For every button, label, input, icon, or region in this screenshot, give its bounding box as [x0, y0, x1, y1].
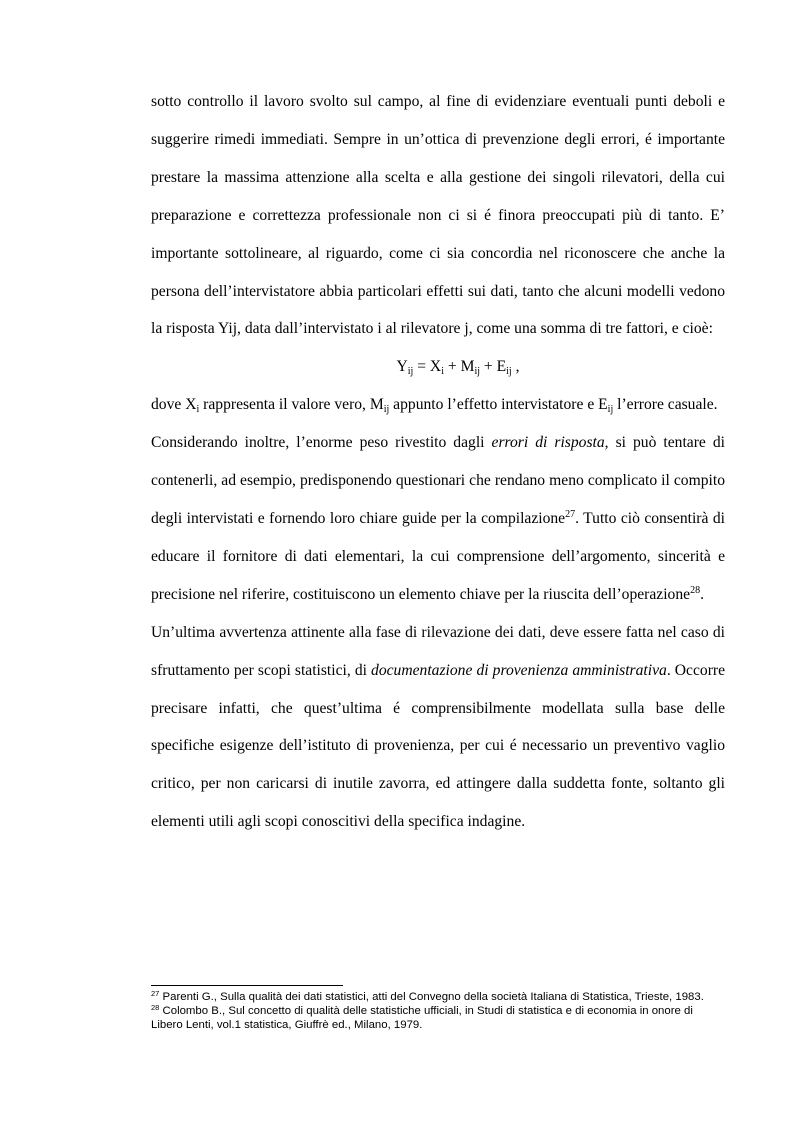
paragraph-3: Considerando inoltre, l’enorme peso rivestito dagli errori di risposta, si può tentare di contenerli, ad esempio, predisponendo questionari che rendano meno complicato il compito degli intervistati e fornendo loro chiare guide per la compilazione$^{27}$. Tutto ciò consentirà di educare il fornitore di dati elementari, la cui comprensione dell’argomento, sincerità e precisione nel riferire, costituiscono un elemento chiave per la riuscita dell’operazione$^{28}$.	[151, 434, 725, 603]
paragraph-1: sotto controllo il lavoro svolto sul campo, al fine di evidenziare eventuali punti deboli e suggerire rimedi immediati. Sempre in un’ottica di prevenzione degli errori, é importante prestare la massima attenzione alla scelta e alla gestione dei singoli rilevatori, della cui preparazione e correttezza professionale non ci si é finora preoccupati più di tanto. E’ importante sottolineare, al riguardo, come ci sia concordia nel riconoscere che anche la persona dell’intervistatore abbia particolari effetti sui dati, tanto che alcuni modelli vedono la risposta Yij, data dall’intervistato i al rilevatore j, come una somma di tre fattori, e cioè:	[151, 93, 725, 338]
footnote-27: $^{27}$ Parenti G., Sulla qualità dei dati statistici, atti del Convegno della società Italiana di Statistica, Trieste, 1983.	[151, 989, 704, 1003]
body-text	[151, 83, 725, 841]
footnote-28: $^{28}$ Colombo B., Sul concetto di qualità delle statistiche ufficiali, in Studi di statistica e di economia in onore di Libero Lenti, vol.1 statistica, Giuffrè ed., Milano, 1979.	[151, 1002, 693, 1031]
paragraph-4: Un’ultima avvertenza attinente alla fase di rilevazione dei dati, deve essere fatta nel caso di sfruttamento per scopi statistici, di documentazione di provenienza amministrativa. Occorre precisare infatti, che quest’ultima é comprensibilmente modellata sulla base delle specifiche esigenze dell’istituto di provenienza, per cui é necessario un preventivo vaglio critico, per non caricarsi di inutile zavorra, ed attingere dalla suddetta fonte, soltanto gli elementi utili agli scopi conoscitivi della specifica indagine.	[151, 623, 725, 831]
emphasis-errori-di-risposta: errori di risposta	[491, 434, 605, 452]
footnote-ref-27[interactable]: 27	[565, 508, 576, 520]
formula: $Y_{ij} = X_i + M_{ij} + E_{ij}$ ,	[396, 358, 520, 378]
paragraph-2: dove $X_i$ rappresenta il valore vero, $M_{ij}$ appunto l’effetto intervistatore e $E_{ij}$ l’errore casuale.	[151, 396, 718, 416]
emphasis-documentazione: documentazione di provenienza amministrativa	[371, 661, 667, 679]
footnote-separator	[151, 985, 343, 986]
footnote-ref-28[interactable]: 28	[690, 584, 701, 596]
footnotes	[151, 991, 725, 1032]
